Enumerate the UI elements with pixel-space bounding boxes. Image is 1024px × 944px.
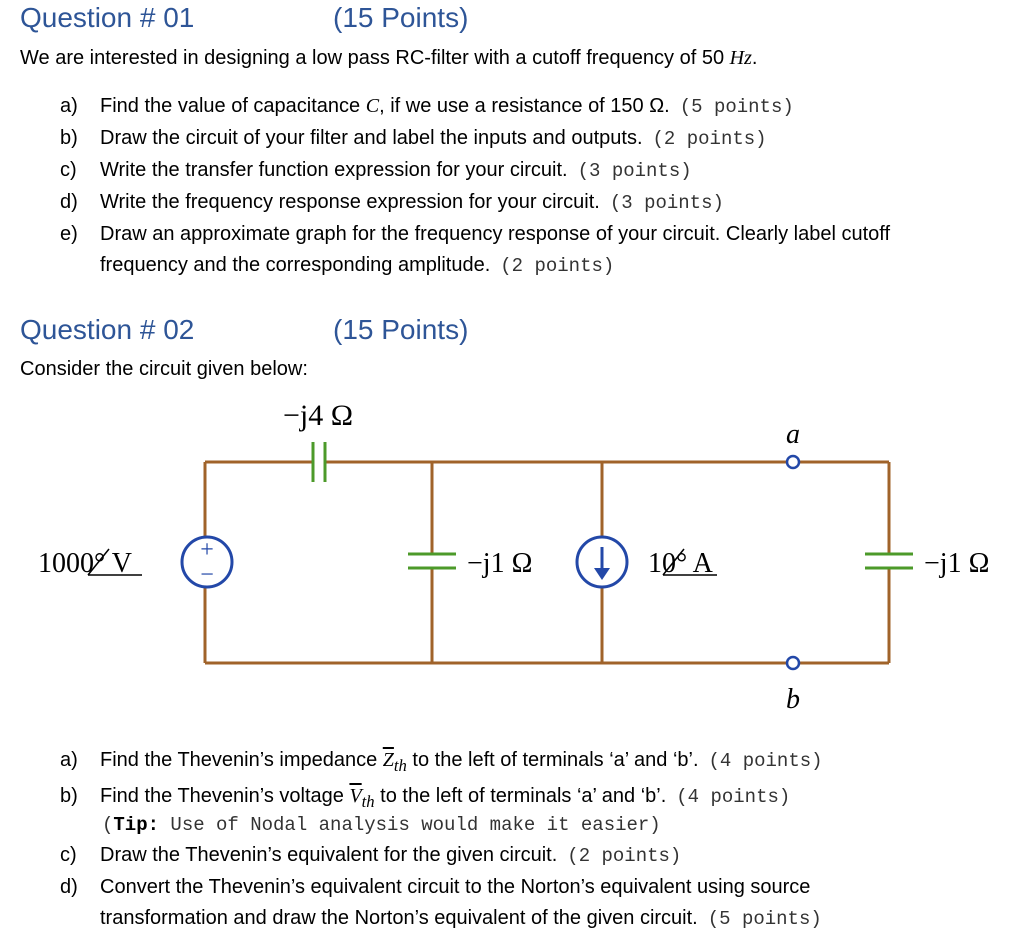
- cap-shunt-1-label: −j1 Ω: [467, 548, 533, 579]
- q2-heading: Question # 02: [20, 314, 195, 345]
- source-minus: −: [200, 562, 214, 588]
- q2-tip: (Tip: Use of Nodal analysis would make it easier): [102, 814, 661, 836]
- q2-intro: Consider the circuit given below:: [20, 358, 308, 380]
- terminal-b-label: b: [786, 684, 800, 715]
- q1-item-e-line2: frequency and the corresponding amplitude. (2 points): [100, 254, 615, 277]
- q1-points: (15 Points): [333, 2, 469, 33]
- q2-item-d-line2: transformation and draw the Norton’s equivalent of the given circuit. (5 points): [100, 907, 822, 930]
- terminal-a-icon: [787, 456, 799, 468]
- q1-heading: Question # 01: [20, 2, 195, 33]
- cap-shunt-2-label: −j1 Ω: [924, 548, 990, 579]
- circuit-wires: [205, 462, 889, 663]
- q1-intro: We are interested in designing a low pass RC-filter with a cutoff frequency of 50 Hz.: [20, 47, 758, 69]
- capacitor-series: [313, 442, 325, 482]
- current-source-label: 10° A: [648, 548, 713, 579]
- terminal-a-label: a: [786, 419, 800, 450]
- cap-series-label: −j4 Ω: [282, 399, 354, 432]
- voltage-source-label: 1000° V: [38, 548, 132, 579]
- q2-points: (15 Points): [333, 314, 469, 345]
- capacitor-shunt-2: [865, 554, 913, 568]
- source-plus: +: [200, 537, 214, 563]
- circuit-diagram: [0, 390, 1024, 720]
- capacitor-shunt-1: [408, 554, 456, 568]
- terminal-b-icon: [787, 657, 799, 669]
